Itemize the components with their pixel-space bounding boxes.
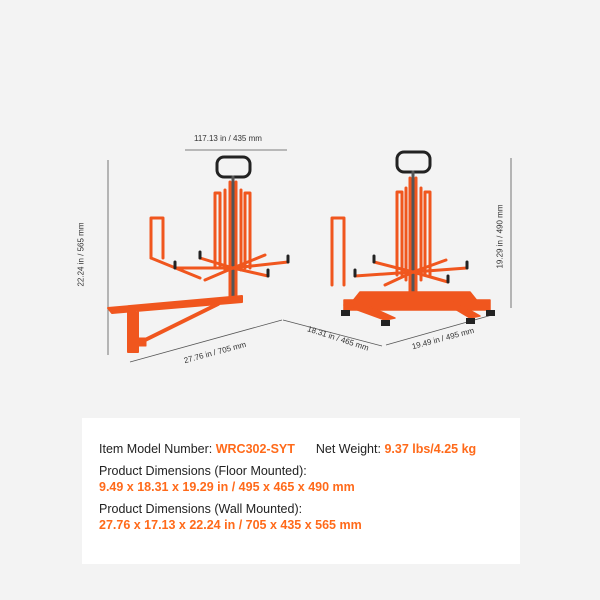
floor-height-dimension: 19.29 in / 490 mm	[495, 204, 505, 269]
wall-mounted-reel-stand	[108, 157, 288, 352]
model-label: Item Model Number:	[99, 442, 213, 456]
wall-length-dimension: 27.76 in / 705 mm	[182, 339, 248, 366]
wall-top-dimension: 117.13 in / 435 mm	[194, 134, 262, 143]
weight-label: Net Weight:	[315, 442, 381, 456]
floor-depth-dimension: 18.31 in / 465 mm	[306, 324, 370, 353]
wall-label: Product Dimensions (Wall Mounted):	[99, 502, 303, 516]
model-row	[99, 442, 476, 456]
weight-value: 9.37 lbs/4.25 kg	[384, 442, 477, 456]
model-value: WRC302-SYT	[215, 442, 295, 456]
floor-value: 9.49 x 18.31 x 19.29 in / 495 x 465 x 490 mm	[99, 480, 355, 494]
spec-card	[82, 418, 520, 564]
floor-label: Product Dimensions (Floor Mounted):	[99, 464, 307, 478]
floor-mounted-reel-stand	[332, 152, 495, 326]
wall-height-dimension: 22.24 in / 565 mm	[76, 222, 86, 287]
wall-value: 27.76 x 17.13 x 22.24 in / 705 x 435 x 565 mm	[99, 518, 362, 532]
floor-width-dimension: 19.49 in / 495 mm	[410, 325, 476, 352]
